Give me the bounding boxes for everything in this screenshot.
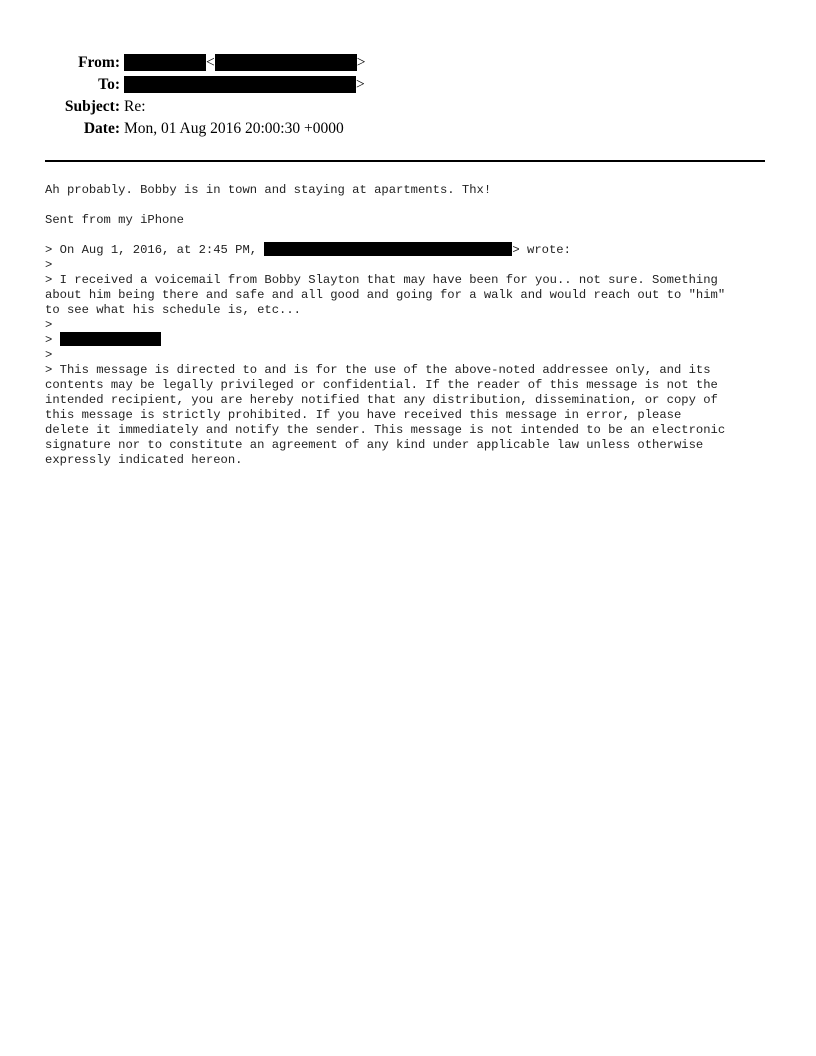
disclaimer-line: contents may be legally privileged or confidential. If the reader of this message is not the xyxy=(45,378,718,392)
blank-line xyxy=(45,228,780,243)
quote-blank-line: > xyxy=(45,318,53,332)
to-label: To: xyxy=(98,76,120,93)
from-name-redaction xyxy=(124,54,206,71)
quote-blank-line: > xyxy=(45,348,53,362)
from-row xyxy=(0,52,816,74)
header-divider xyxy=(45,160,765,162)
disclaimer-line: delete it immediately and notify the sender. This message is not intended to be an electronic xyxy=(45,423,726,437)
quote-blank-line: > xyxy=(45,258,53,272)
from-value xyxy=(124,52,366,74)
quote-signature-redaction xyxy=(60,332,161,346)
from-address-redaction xyxy=(215,54,357,71)
disclaimer-line: signature nor to constitute an agreement of any kind under applicable law unless otherwise xyxy=(45,438,704,452)
quote-signature-prefix: > xyxy=(45,333,60,348)
disclaimer-line: > This message is directed to and is for the use of the above-noted addressee only, and its xyxy=(45,363,711,377)
disclaimer-line: this message is strictly prohibited. If you have received this message in error, please xyxy=(45,408,682,422)
quote-intro-prefix: > On Aug 1, 2016, at 2:45 PM, xyxy=(45,243,265,258)
email-header xyxy=(0,52,816,140)
quote-sender-redaction xyxy=(264,242,512,256)
to-redaction xyxy=(124,76,356,93)
subject-value: Re: xyxy=(124,98,146,115)
subject-label: Subject: xyxy=(64,98,120,115)
from-open-bracket: < xyxy=(206,54,215,71)
blank-line xyxy=(45,198,780,213)
signature-line: Sent from my iPhone xyxy=(45,213,184,227)
date-row xyxy=(0,118,816,140)
body-line: Ah probably. Bobby is in town and staying at apartments. Thx! xyxy=(45,183,492,197)
date-label: Date: xyxy=(83,120,120,137)
email-body xyxy=(45,183,780,468)
quote-signature-line xyxy=(45,333,780,348)
subject-row xyxy=(0,96,816,118)
quote-line: > I received a voicemail from Bobby Slayton that may have been for you.. not sure. Something xyxy=(45,273,718,287)
to-row xyxy=(0,74,816,96)
to-value xyxy=(124,74,365,96)
quote-intro xyxy=(45,243,780,258)
from-close-bracket: > xyxy=(356,54,366,71)
date-value: Mon, 01 Aug 2016 20:00:30 +0000 xyxy=(124,120,344,137)
disclaimer-line: intended recipient, you are hereby notified that any distribution, dissemination, or copy of xyxy=(45,393,718,407)
disclaimer-line: expressly indicated hereon. xyxy=(45,453,243,467)
quote-line: about him being there and safe and all good and going for a walk and would reach out to "him" xyxy=(45,288,726,302)
to-close-bracket: > xyxy=(356,76,365,93)
quote-line: to see what his schedule is, etc... xyxy=(45,303,301,317)
quote-intro-suffix: > wrote: xyxy=(512,243,571,258)
from-label: From: xyxy=(78,54,120,71)
